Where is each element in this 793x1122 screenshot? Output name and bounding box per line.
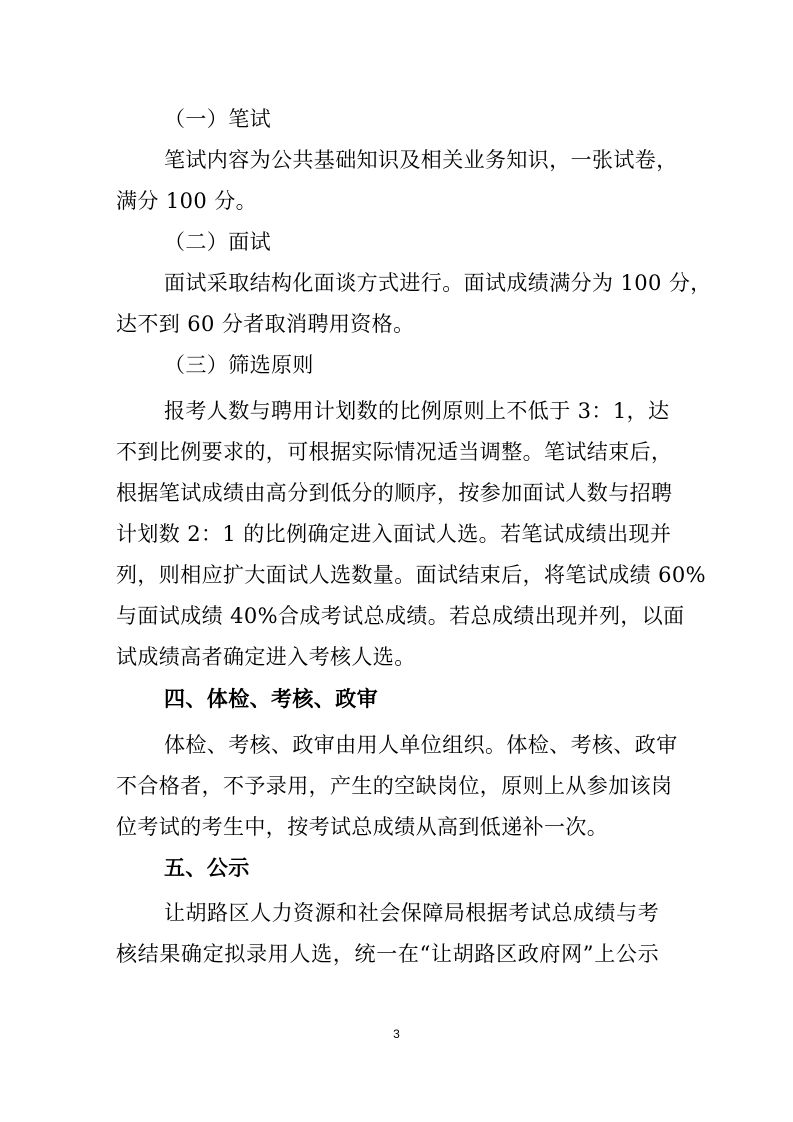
paragraph-line: 笔试内容为公共基础知识及相关业务知识，一张试卷， <box>164 148 678 172</box>
paragraph-line: 计划数 2：1 的比例确定进入面试人选。若笔试成绩出现并 <box>116 522 672 546</box>
paragraph-line: 不到比例要求的，可根据实际情况适当调整。笔试结束后， <box>116 440 673 464</box>
paragraph-line: 报考人数与聘用计划数的比例原则上不低于 3：1，达 <box>164 399 670 423</box>
paragraph-line: 核结果确定拟录用人选，统一在“让胡路区政府网”上公示 <box>116 942 659 966</box>
paragraph-line: 位考试的考生中，按考试总成绩从高到低递补一次。 <box>116 815 609 839</box>
section-heading-publicity: 五、公示 <box>164 856 250 880</box>
paragraph-line: 根据笔试成绩由高分到低分的顺序，按参加面试人数与招聘 <box>116 481 673 505</box>
paragraph-line: 面试采取结构化面谈方式进行。面试成绩满分为 100 分， <box>164 271 712 295</box>
paragraph-line: 与面试成绩 40%合成考试总成绩。若总成绩出现并列，以面 <box>116 604 685 628</box>
section-heading-written-exam: （一）笔试 <box>164 107 271 131</box>
paragraph-line: 不合格者，不予录用，产生的空缺岗位，原则上从参加该岗 <box>116 774 673 798</box>
paragraph-line: 试成绩高者确定进入考核人选。 <box>116 645 416 669</box>
paragraph-line: 体检、考核、政审由用人单位组织。体检、考核、政审 <box>164 733 678 757</box>
paragraph-line: 满分 100 分。 <box>116 189 258 213</box>
paragraph-line: 达不到 60 分者取消聘用资格。 <box>116 312 415 336</box>
section-heading-physical-exam: 四、体检、考核、政审 <box>164 687 378 711</box>
section-heading-screening: （三）筛选原则 <box>164 353 314 377</box>
paragraph-line: 让胡路区人力资源和社会保障局根据考试总成绩与考 <box>164 901 659 925</box>
section-heading-interview: （二）面试 <box>164 230 271 254</box>
page-number: 3 <box>393 1027 400 1041</box>
paragraph-line: 列，则相应扩大面试人选数量。面试结束后，将笔试成绩 60% <box>116 563 706 587</box>
